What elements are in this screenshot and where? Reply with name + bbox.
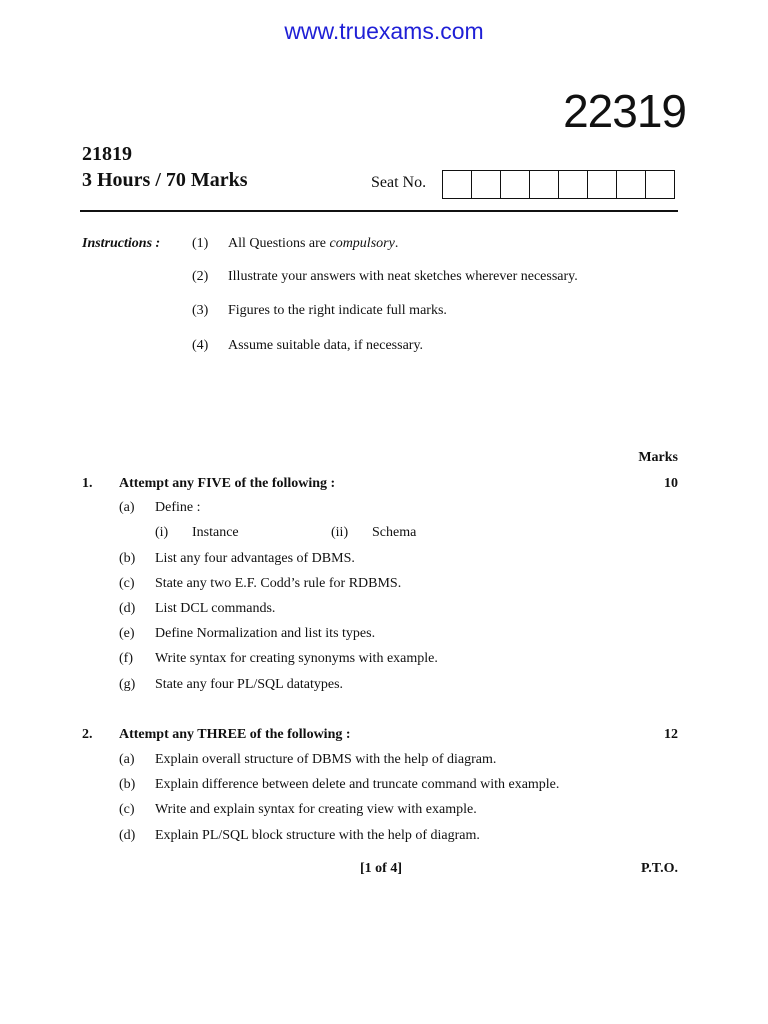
seat-box [617,170,646,199]
subquestion-label: (d) [119,828,136,843]
subquestion-label: (g) [119,677,136,692]
subquestion-text: Define Normalization and list its types. [155,626,376,641]
subquestion-text: State any two E.F. Codd’s rule for RDBMS. [155,576,402,591]
instruction-number: (3) [192,303,209,318]
subquestion-text: List DCL commands. [155,601,276,616]
instruction-text-part: All Questions are [228,236,330,251]
subquestion-label: (b) [119,551,136,566]
subquestion-text: State any four PL/SQL datatypes. [155,677,344,692]
instruction-number: (4) [192,338,209,353]
instructions-label: Instructions : [82,236,161,251]
subquestion-label: (c) [119,802,135,817]
instruction-text: Assume suitable data, if necessary. [228,338,424,353]
header-divider [80,210,678,212]
paper-code: 22319 [563,85,686,137]
instruction-text: Figures to the right indicate full marks. [228,303,447,318]
subquestion-text: Write and explain syntax for creating view with example. [155,802,477,817]
please-turn-over: P.T.O. [641,861,678,876]
instruction-text [228,236,398,252]
subquestion-text: Explain overall structure of DBMS with the help of diagram. [155,752,497,767]
question-title: Attempt any THREE of the following : [119,727,351,742]
duration-marks: 3 Hours / 70 Marks [82,169,248,191]
define-item-number: (ii) [331,525,349,540]
seat-number-boxes [442,170,675,199]
seat-box [443,170,472,199]
question-title: Attempt any FIVE of the following : [119,476,336,491]
seat-box [559,170,588,199]
question-number: 1. [82,476,93,491]
define-item-text: Schema [372,525,417,540]
seat-box [588,170,617,199]
marks-heading: Marks [638,450,678,465]
subquestion-label: (e) [119,626,135,641]
seat-number-label: Seat No. [371,174,427,191]
define-item-text: Instance [192,525,239,540]
instruction-text-part: . [394,236,399,251]
subquestion-label: (c) [119,576,135,591]
instruction-emphasis: compulsory [329,236,395,251]
define-item-number: (i) [155,525,169,540]
subquestion-label: (a) [119,752,135,767]
instruction-number: (2) [192,269,209,284]
question-marks: 12 [664,727,678,742]
subquestion-label: (f) [119,651,133,666]
question-number: 2. [82,727,93,742]
seat-box [530,170,559,199]
subquestion-text: Explain difference between delete and truncate command with example. [155,777,560,792]
subquestion-text: Define : [155,500,201,515]
page-number: [1 of 4] [360,861,402,876]
subquestion-text: List any four advantages of DBMS. [155,551,355,566]
instruction-text: Illustrate your answers with neat sketches wherever necessary. [228,269,578,284]
subquestion-label: (d) [119,601,136,616]
subquestion-text: Write syntax for creating synonyms with example. [155,651,438,666]
subquestion-label: (a) [119,500,135,515]
instruction-number: (1) [192,236,209,251]
seat-box [472,170,501,199]
subquestion-label: (b) [119,777,136,792]
seat-box [501,170,530,199]
seat-box [646,170,675,199]
subquestion-text: Explain PL/SQL block structure with the help of diagram. [155,828,480,843]
site-url-link[interactable]: www.truexams.com [284,18,484,44]
question-marks: 10 [664,476,678,491]
exam-code: 21819 [82,143,132,165]
